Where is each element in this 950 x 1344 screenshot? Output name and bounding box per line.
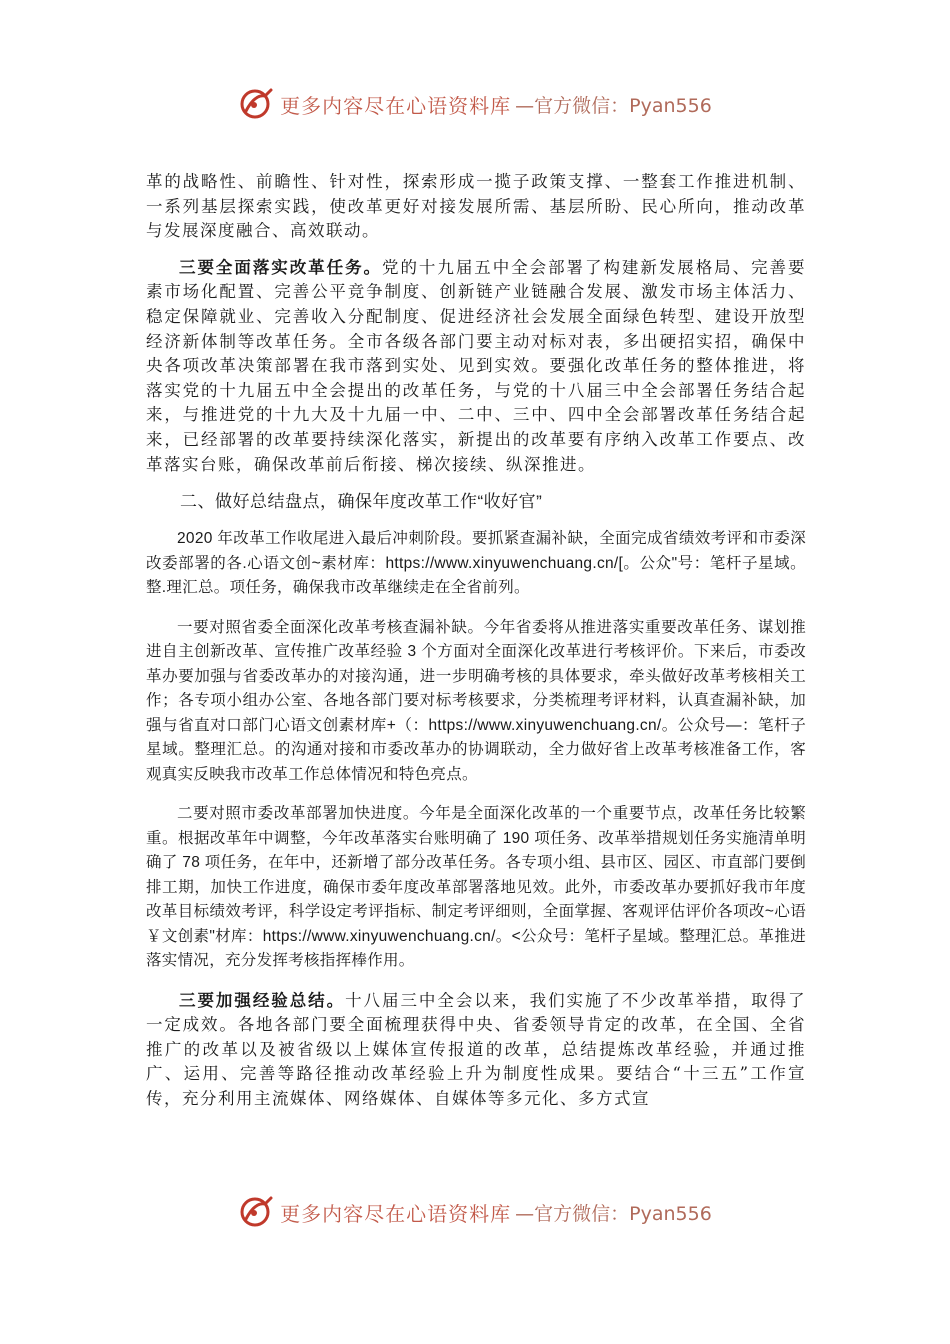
document-body — [146, 170, 806, 1124]
paragraph-2 — [146, 256, 806, 477]
section-heading: 二、做好总结盘点，确保年度改革工作“收好官” — [180, 492, 543, 512]
header-brand-text: 更多内容尽在心语资料库 — [280, 93, 512, 118]
paragraph-5: 二要对照市委改革部署加快进度。今年是全面深化改革的一个重要节点，改革任务比较繁重。根据改革年中调整，今年改革落实台账明确了 190 项任务、改革举措规划任务实施清单明确了 78 项任务，在年中，还新增了部分改革任务。各专项小组、县市区、园区、市直部门要倒排工期，加快工作进度，确保市委年度改革部署落地见效。此外，市委改革办要抓好我市年度改革目标绩效考评，科学设定考评指标、制定考评细则，全面掌握、客观评估评价各项改~心语￥文创素"材库：https://www.xinyuwenchuang.cn/。<公众号：笔杆子星域。整理汇总。革推进落实情况，充分发挥考核指挥棒作用。 — [146, 805, 806, 970]
paragraph-6-lead: 三要加强经验总结。 — [179, 990, 346, 1010]
paragraph-2-text: 党的十九届五中全会部署了构建新发展格局、完善要素市场化配置、完善公平竞争制度、创新链产业链融合发展、激发市场主体活力、稳定保障就业、完善收入分配制度、促进经济社会发展全面绿色转型、建设开放型经济新体制等改革任务。全市各级各部门要主动对标对表，多出硬招实招，确保中央各项改革决策部署在我市落到实处、见到实效。要强化改革任务的整体推进，将落实党的十九届五中全会提出的改革任务，与党的十八届三中全会部署任务结合起来，与推进党的十九大及十九届一中、二中、三中、四中全会部署改革任务结合起来，已经部署的改革要持续深化落实，新提出的改革要有序纳入改革工作要点、改革落实台账，确保改革前后衔接、梯次接续、纵深推进。 — [146, 257, 806, 474]
paragraph-6-text: 十八届三中全会以来，我们实施了不少改革举措，取得了一定成效。各地各部门要全面梳理获得中央、省委领导肯定的改革，在全国、全省推广的改革以及被省级以上媒体宣传报道的改革，总结提炼改革经验，并通过推广、运用、完善等路径推动改革经验上升为制度性成果。要结合“十三五”工作宣传，充分利用主流媒体、网络媒体、自媒体等多元化、多方式宣 — [146, 990, 807, 1108]
brand-logo-icon — [238, 86, 274, 122]
header-banner — [0, 84, 950, 124]
brand-logo-icon — [238, 1194, 274, 1230]
paragraph-3: 2020 年改革工作收尾进入最后冲刺阶段。要抓紧查漏补缺，全面完成省绩效考评和市委深改委部署的各.心语文创~素材库：https://www.xinyuwenchuang.cn/[。公众"号：笔杆子星域。整.理汇总。项任务，确保我市改革继续走在全省前列。 — [146, 530, 806, 597]
paragraph-2-lead: 三要全面落实改革任务。 — [179, 257, 382, 277]
paragraph-4: 一要对照省委全面深化改革考核查漏补缺。今年省委将从推进落实重要改革任务、谋划推进自主创新改革、宣传推广改革经验 3 个方面对全面深化改革进行考核评价。下来后，市委改革办要加强与省委改革办的对接沟通，进一步明确考核的具体要求，牵头做好改革考核相关工作；各专项小组办公室、各地各部门要对标考核要求，分类梳理考评材料，认真查漏补缺，加强与省直对口部门心语文创素材库+（：https://www.xinyuwenchuang.cn/。公众号—：笔杆子星域。整理汇总。的沟通对接和市委改革办的协调联动，全力做好省上改革考核准备工作，客观真实反映我市改革工作总体情况和特色亮点。 — [146, 618, 806, 783]
footer-banner — [0, 1192, 950, 1232]
header-contact-text: —官方微信：Pyan556 — [515, 94, 712, 117]
footer-contact-text: —官方微信：Pyan556 — [515, 1202, 712, 1225]
paragraph-1: 革的战略性、前瞻性、针对性，探索形成一揽子政策支撑、一整套工作推进机制、一系列基层探索实践，使改革更好对接发展所需、基层所盼、民心所向，推动改革与发展深度融合、高效联动。 — [146, 172, 806, 241]
footer-brand-text: 更多内容尽在心语资料库 — [280, 1201, 512, 1226]
paragraph-6 — [146, 989, 806, 1112]
